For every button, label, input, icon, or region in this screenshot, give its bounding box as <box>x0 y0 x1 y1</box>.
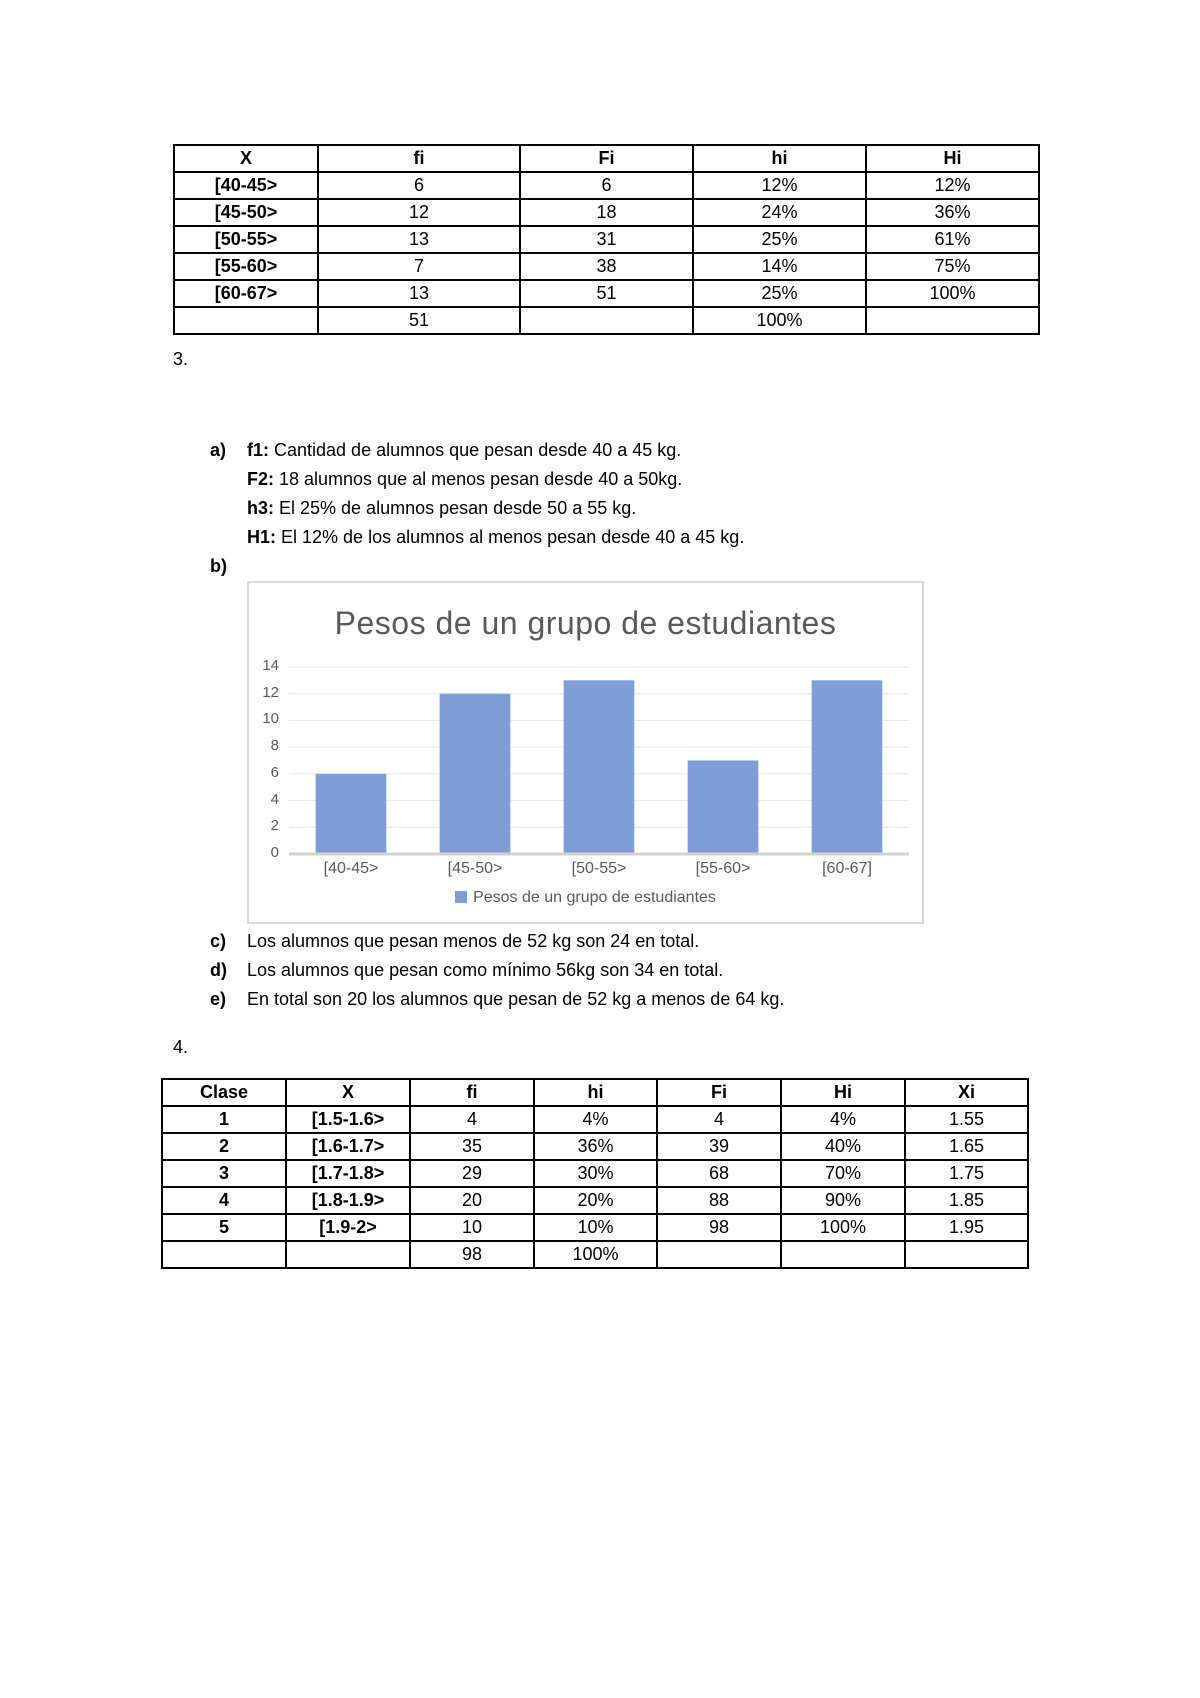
column-header: Hi <box>781 1079 905 1106</box>
item-label: d) <box>210 960 227 980</box>
table-total-row <box>162 1241 1028 1268</box>
table-cell <box>174 307 318 334</box>
table-cell: 1.95 <box>905 1214 1028 1241</box>
y-tick-label: 12 <box>262 683 279 701</box>
table-header-row <box>174 145 1039 172</box>
column-header: X <box>174 145 318 172</box>
table-cell: 4% <box>534 1106 657 1133</box>
y-tick-label: 8 <box>270 737 279 755</box>
item-a-line-2 <box>247 465 682 494</box>
table-cell: 88 <box>657 1187 781 1214</box>
table-row <box>162 1106 1028 1133</box>
bar <box>564 680 635 854</box>
table-cell: [55-60> <box>174 253 318 280</box>
table-cell: 100% <box>693 307 866 334</box>
x-tick-label: [45-50> <box>447 860 503 877</box>
item-label: c) <box>210 931 227 951</box>
table-cell: 25% <box>693 280 866 307</box>
table-cell <box>162 1241 286 1268</box>
table-cell: 3 <box>162 1160 286 1187</box>
table-cell: 13 <box>318 226 520 253</box>
table-row <box>162 1187 1028 1214</box>
item-label: a) <box>210 440 227 460</box>
table-cell: 31 <box>520 226 693 253</box>
y-tick-label: 4 <box>270 790 279 808</box>
table-header-row <box>162 1079 1028 1106</box>
chart-title: Pesos de un grupo de estudiantes <box>334 605 837 641</box>
y-tick-label: 0 <box>270 844 279 861</box>
table-row <box>174 253 1039 280</box>
table-cell: [1.8-1.9> <box>286 1187 410 1214</box>
item-c <box>210 927 699 956</box>
column-header: Hi <box>866 145 1039 172</box>
term-definition: El 12% de los alumnos al menos pesan desde 40 a 45 kg. <box>276 527 745 547</box>
table-cell: 36% <box>534 1133 657 1160</box>
term-tag: f1: <box>247 440 269 460</box>
table-cell: 5 <box>162 1214 286 1241</box>
table-cell: [60-67> <box>174 280 318 307</box>
item-a-line-4 <box>247 523 744 552</box>
table-cell <box>657 1241 781 1268</box>
table-cell: 1 <box>162 1106 286 1133</box>
table-cell: 18 <box>520 199 693 226</box>
table-cell: 10% <box>534 1214 657 1241</box>
table-cell: 25% <box>693 226 866 253</box>
term-definition: 18 alumnos que al menos pesan desde 40 a 50kg. <box>274 469 683 489</box>
term-tag: H1: <box>247 527 277 547</box>
table-cell: 2 <box>162 1133 286 1160</box>
item-label: e) <box>210 989 227 1009</box>
table-cell: 4 <box>410 1106 534 1133</box>
chart-legend <box>249 889 922 907</box>
column-header: fi <box>318 145 520 172</box>
bar <box>812 680 883 854</box>
item-text: Los alumnos que pesan menos de 52 kg son 24 en total. <box>247 931 700 951</box>
column-header: fi <box>410 1079 534 1106</box>
x-tick-label: [50-55> <box>571 860 627 877</box>
table-cell: 36% <box>866 199 1039 226</box>
item-e <box>210 985 784 1014</box>
item-d <box>210 956 723 985</box>
bar-chart <box>247 581 924 924</box>
y-tick-label: 6 <box>270 763 279 781</box>
term-definition: El 25% de alumnos pesan desde 50 a 55 kg. <box>274 498 637 518</box>
table-row <box>174 280 1039 307</box>
table-cell: 4 <box>162 1187 286 1214</box>
table-cell: 39 <box>657 1133 781 1160</box>
table-cell: [1.5-1.6> <box>286 1106 410 1133</box>
column-header: Fi <box>520 145 693 172</box>
term-tag: h3: <box>247 498 274 518</box>
table-cell: 100% <box>866 280 1039 307</box>
frequency-table-weights <box>173 144 1040 335</box>
bar <box>440 694 511 854</box>
item-text: Los alumnos que pesan como mínimo 56kg son 34 en total. <box>247 960 724 980</box>
table-cell: [40-45> <box>174 172 318 199</box>
table-cell: 68 <box>657 1160 781 1187</box>
table-cell: 12% <box>866 172 1039 199</box>
table-cell: 1.55 <box>905 1106 1028 1133</box>
table-cell: 30% <box>534 1160 657 1187</box>
table-cell: 1.75 <box>905 1160 1028 1187</box>
column-header: X <box>286 1079 410 1106</box>
table-cell: 20% <box>534 1187 657 1214</box>
table-cell: 100% <box>534 1241 657 1268</box>
table-row <box>174 172 1039 199</box>
table-cell: 51 <box>520 280 693 307</box>
item-a-line-3 <box>247 494 636 523</box>
table-cell: 75% <box>866 253 1039 280</box>
table-cell: [50-55> <box>174 226 318 253</box>
item-text: En total son 20 los alumnos que pesan de 52 kg a menos de 64 kg. <box>247 989 785 1009</box>
frequency-table-heights <box>161 1078 1029 1269</box>
table-cell: 4% <box>781 1106 905 1133</box>
table-cell <box>866 307 1039 334</box>
column-header: Xi <box>905 1079 1028 1106</box>
table-cell: 14% <box>693 253 866 280</box>
table-cell <box>781 1241 905 1268</box>
table-cell: 10 <box>410 1214 534 1241</box>
table-cell: 100% <box>781 1214 905 1241</box>
legend-label: Pesos de un grupo de estudiantes <box>473 889 716 906</box>
table-cell <box>286 1241 410 1268</box>
table-cell: 1.65 <box>905 1133 1028 1160</box>
table-cell: 98 <box>657 1214 781 1241</box>
item-label-b: b) <box>210 556 227 576</box>
column-header: Clase <box>162 1079 286 1106</box>
column-header: Fi <box>657 1079 781 1106</box>
table-cell: 6 <box>520 172 693 199</box>
table-cell: 12% <box>693 172 866 199</box>
table-cell: 6 <box>318 172 520 199</box>
x-tick-label: [40-45> <box>323 860 379 877</box>
item-a-line-1 <box>210 436 681 465</box>
table-cell: 38 <box>520 253 693 280</box>
table-cell: 12 <box>318 199 520 226</box>
table-cell: 35 <box>410 1133 534 1160</box>
x-tick-label: [55-60> <box>695 860 751 877</box>
table-cell: [45-50> <box>174 199 318 226</box>
table-cell: 1.85 <box>905 1187 1028 1214</box>
table-cell: [1.9-2> <box>286 1214 410 1241</box>
table-cell <box>520 307 693 334</box>
x-tick-label: [60-67] <box>822 860 872 877</box>
bar <box>688 761 759 855</box>
table-total-row <box>174 307 1039 334</box>
bar <box>316 774 387 854</box>
legend-swatch <box>455 891 467 903</box>
column-header: hi <box>534 1079 657 1106</box>
table-cell: 90% <box>781 1187 905 1214</box>
table-cell: 7 <box>318 253 520 280</box>
table-cell: 29 <box>410 1160 534 1187</box>
y-tick-label: 14 <box>262 657 279 674</box>
table-cell: 51 <box>318 307 520 334</box>
column-header: hi <box>693 145 866 172</box>
section-number-3: 3. <box>173 349 189 369</box>
table-cell: 61% <box>866 226 1039 253</box>
table-row <box>162 1160 1028 1187</box>
table-cell: 20 <box>410 1187 534 1214</box>
table-cell: [1.7-1.8> <box>286 1160 410 1187</box>
term-tag: F2: <box>247 469 274 489</box>
table-cell: 98 <box>410 1241 534 1268</box>
table-cell: 24% <box>693 199 866 226</box>
table-row <box>162 1214 1028 1241</box>
table-cell: 4 <box>657 1106 781 1133</box>
section-number-4: 4. <box>173 1037 189 1057</box>
term-definition: Cantidad de alumnos que pesan desde 40 a 45 kg. <box>269 440 682 460</box>
table-row <box>174 199 1039 226</box>
table-cell: 13 <box>318 280 520 307</box>
table-cell: [1.6-1.7> <box>286 1133 410 1160</box>
y-tick-label: 10 <box>262 710 279 728</box>
table-cell <box>905 1241 1028 1268</box>
y-tick-label: 2 <box>270 817 279 835</box>
table-row <box>162 1133 1028 1160</box>
table-cell: 70% <box>781 1160 905 1187</box>
table-row <box>174 226 1039 253</box>
table-cell: 40% <box>781 1133 905 1160</box>
